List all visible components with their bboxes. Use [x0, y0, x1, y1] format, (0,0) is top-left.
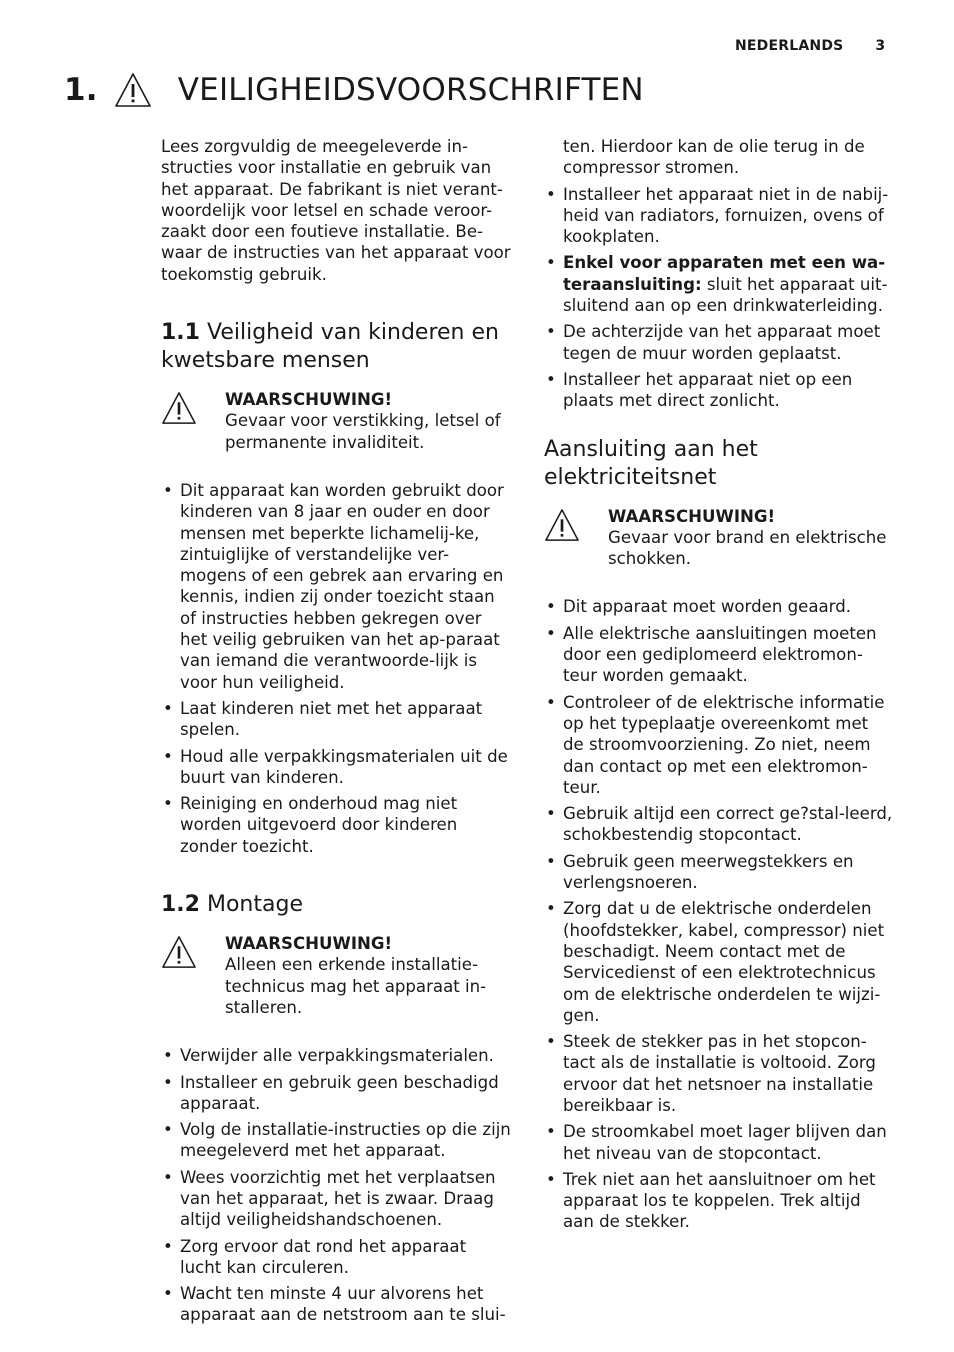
section-1-1-title	[161, 319, 511, 375]
chapter-number: 1.	[64, 72, 98, 108]
water-connection-text: sluit het apparaat uit-sluitend aan op een drinkwaterleiding.	[563, 274, 888, 316]
page-header	[735, 38, 895, 54]
list-item-continuation: ten. Hierdoor kan de olie terug in de compressor stromen.	[563, 137, 865, 178]
list-item: • Controleer of de elektrische informatie op het typeplaatje overeenkomt met de stroomvoorziening. Zo niet, neem dan contact op met een elektromon-teur.	[544, 692, 894, 798]
warning-triangle-icon	[161, 935, 197, 969]
warning-text: Alleen een erkende installatie-technicus mag het apparaat in-stalleren.	[225, 955, 487, 1017]
warning-label: WAARSCHUWING!	[225, 934, 393, 954]
section-1-2-list-continued	[544, 136, 894, 412]
list-item: • Dit apparaat kan worden gebruikt door kinderen van 8 jaar en ouder en door mensen met beperkte lichamelij-ke, zintuiglijke of verstandelijke ver-mogens of een gebrek aan ervaring en kennis, indien zij onder toezicht staan of instructies hebben gekregen over het veilig gebruiken van het ap-paraat van iemand die verantwoorde-lijk is voor hun veiligheid.	[161, 480, 511, 693]
list-item	[544, 252, 894, 316]
warning-label: WAARSCHUWING!	[225, 390, 393, 410]
warning-triangle-icon	[544, 508, 580, 542]
section-1-1-heading: Veiligheid van kinderen en kwetsbare mensen	[161, 320, 499, 374]
right-column	[544, 136, 894, 1238]
language-label: NEDERLANDS	[735, 38, 844, 54]
section-1-1-list	[161, 480, 511, 857]
warning-label: WAARSCHUWING!	[608, 506, 776, 526]
section-1-2-heading: Montage	[206, 892, 303, 918]
intro-paragraph: Lees zorgvuldig de meegeleverde in-structies voor installatie en gebruik van het apparaat. De fabrikant is niet verant-woordelijk voor letsel en schade veroor-zaakt door een foutieve installatie. Be-waar de instructies van het apparaat voor toekomstig gebruik.	[161, 137, 511, 284]
list-item: • Zorg ervoor dat rond het apparaat lucht kan circuleren.	[161, 1236, 511, 1279]
warning-block-1-2	[161, 933, 511, 1018]
warning-text: Gevaar voor verstikking, letsel of permanente invaliditeit.	[225, 411, 501, 452]
list-item: • Installeer het apparaat niet in de nabij-heid van radiators, fornuizen, ovens of kookplaten.	[544, 184, 894, 248]
warning-triangle-icon	[114, 72, 152, 108]
list-item: • Installeer en gebruik geen beschadigd apparaat.	[161, 1072, 511, 1115]
chapter-heading: VEILIGHEIDSVOORSCHRIFTEN	[177, 72, 644, 108]
list-item: • Steek de stekker pas in het stopcon-tact als de installatie is voltooid. Zorg ervoor dat het netsnoer na installatie bereikbaar is.	[544, 1031, 894, 1116]
page-number: 3	[875, 38, 886, 54]
list-item: • De achterzijde van het apparaat moet tegen de muur worden geplaatst.	[544, 321, 894, 364]
section-1-2-number: 1.2	[161, 892, 200, 918]
list-item: • Gebruik geen meerwegstekkers en verlengsnoeren.	[544, 851, 894, 894]
list-item: • Zorg dat u de elektrische onderdelen (hoofdstekker, kabel, compressor) niet beschadigt. Neem contact met de Servicedienst of een elektrotechnicus om de elektrische onderdelen te wijzi-gen.	[544, 898, 894, 1026]
left-column	[161, 136, 511, 1331]
list-item: • Laat kinderen niet met het apparaat spelen.	[161, 698, 511, 741]
section-1-2-title	[161, 891, 511, 919]
section-1-2-list	[161, 1045, 511, 1326]
warning-triangle-icon	[161, 391, 197, 425]
section-electric-list	[544, 596, 894, 1232]
warning-block-1-1	[161, 389, 511, 453]
list-item: • Gebruik altijd een correct ge?stal-leerd, schokbestendig stopcontact.	[544, 803, 894, 846]
list-item: • Wacht ten minste 4 uur alvorens het apparaat aan de netstroom aan te slui-	[161, 1283, 511, 1326]
warning-block-electric	[544, 506, 894, 570]
chapter-title	[64, 66, 644, 114]
list-item: • Trek niet aan het aansluitnoer om het apparaat los te koppelen. Trek altijd aan de stekker.	[544, 1169, 894, 1233]
list-item: • Dit apparaat moet worden geaard.	[544, 596, 894, 617]
water-connection-bold: Enkel voor apparaten met een wa-teraansluiting:	[563, 253, 886, 294]
section-1-1-number: 1.1	[161, 320, 200, 346]
warning-text: Gevaar voor brand en elektrische schokken.	[608, 527, 887, 569]
list-item: • Reiniging en onderhoud mag niet worden uitgevoerd door kinderen zonder toezicht.	[161, 793, 511, 857]
list-item: • Houd alle verpakkingsmaterialen uit de buurt van kinderen.	[161, 746, 511, 789]
section-electric-title: Aansluiting aan het elektriciteitsnet	[544, 436, 758, 490]
list-item: • Alle elektrische aansluitingen moeten door een gediplomeerd elektromon-teur worden gemaakt.	[544, 623, 894, 687]
list-item: • De stroomkabel moet lager blijven dan het niveau van de stopcontact.	[544, 1121, 894, 1164]
list-item: • Installeer het apparaat niet op een plaats met direct zonlicht.	[544, 369, 894, 412]
list-item: • Verwijder alle verpakkingsmaterialen.	[161, 1045, 511, 1066]
list-item: • Wees voorzichtig met het verplaatsen van het apparaat, het is zwaar. Draag altijd veiligheidshandschoenen.	[161, 1167, 511, 1231]
list-item: • Volg de installatie-instructies op die zijn meegeleverd met het apparaat.	[161, 1119, 511, 1162]
